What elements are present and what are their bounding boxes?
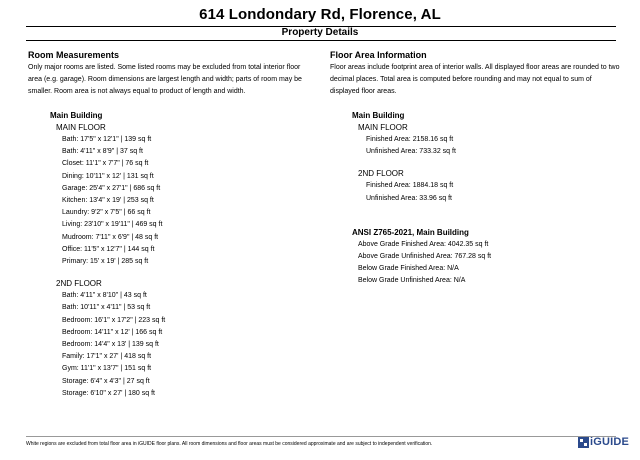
room-item: Bath: 4'11" x 8'9" | 37 sq ft	[62, 148, 143, 156]
iguide-logo	[578, 436, 629, 448]
floor-area-note: Floor areas include footprint area of interior walls. All displayed floor areas are rounded to two decimal places. Total area is computed before rounding and may not equal to sum of displayed floor areas.	[330, 64, 620, 95]
subtitle-rule	[26, 40, 616, 41]
room-item: Storage: 6'4" x 4'3" | 27 sq ft	[62, 377, 150, 385]
room-item: Office: 11'5" x 12'7" | 144 sq ft	[62, 245, 155, 253]
floor-area-section	[330, 50, 622, 288]
room-item: Mudroom: 7'11" x 6'9" | 48 sq ft	[62, 233, 159, 241]
room-item: Kitchen: 13'4" x 19' | 253 sq ft	[62, 197, 154, 205]
area-line: Unfinished Area: 733.32 sq ft	[366, 148, 456, 156]
page-title: 614 Londondary Rd, Florence, AL	[199, 6, 441, 23]
ansi-line: Below Grade Finished Area: N/A	[358, 265, 459, 273]
footer-disclaimer: White regions are excluded from total floor area in iGUIDE floor plans. All room dimensions and floor areas must be considered approximate and are subject to independent verification.	[26, 441, 433, 447]
room-measurements-note: Only major rooms are listed. Some listed rooms may be excluded from total interior floor area (e.g. garage). Room dimensions are largest length and width; parts of room may be smaller. Room area is not always equal to product of length and width.	[28, 64, 302, 95]
page-subtitle: Property Details	[281, 27, 359, 38]
floor-name: 2ND FLOOR	[56, 279, 102, 289]
room-item: Storage: 6'10" x 27' | 180 sq ft	[62, 389, 155, 397]
building-name: Main Building	[352, 111, 405, 120]
room-list-main-floor	[56, 134, 312, 268]
room-item: Family: 17'1" x 27' | 418 sq ft	[62, 353, 152, 361]
room-list-2nd-floor	[56, 290, 312, 400]
iguide-logo-icon	[578, 437, 589, 448]
floor-name: MAIN FLOOR	[56, 123, 106, 132]
room-item: Bedroom: 14'11" x 12' | 166 sq ft	[62, 328, 163, 336]
room-item: Bath: 4'11" x 8'10" | 43 sq ft	[62, 292, 147, 300]
room-item: Dining: 10'11" x 12' | 131 sq ft	[62, 172, 154, 180]
room-item: Living: 23'10" x 19'11" | 469 sq ft	[62, 221, 163, 229]
room-item: Primary: 15' x 19' | 285 sq ft	[62, 258, 149, 266]
room-item: Laundry: 9'2" x 7'5" | 66 sq ft	[62, 209, 151, 217]
room-item: Garage: 25'4" x 27'1" | 686 sq ft	[62, 184, 161, 192]
ansi-title: ANSI Z765-2021, Main Building	[352, 227, 469, 237]
room-item: Closet: 11'1" x 7'7" | 76 sq ft	[62, 160, 149, 168]
area-line: Unfinished Area: 33.96 sq ft	[366, 194, 452, 202]
ansi-line: Above Grade Finished Area: 4042.35 sq ft	[358, 240, 489, 248]
room-item: Bedroom: 16'1" x 17'2" | 223 sq ft	[62, 316, 166, 324]
building-name: Main Building	[50, 111, 103, 120]
room-item: Gym: 11'1" x 13'7" | 151 sq ft	[62, 365, 152, 373]
area-line: Finished Area: 2158.16 sq ft	[366, 136, 454, 143]
floor-name: MAIN FLOOR	[358, 123, 408, 132]
ansi-line: Above Grade Unfinished Area: 767.28 sq ft	[358, 253, 492, 261]
room-measurements-section	[28, 50, 312, 400]
room-item: Bath: 10'11" x 4'11" | 53 sq ft	[62, 304, 151, 312]
iguide-logo-text: iGUIDE	[590, 436, 630, 448]
room-item: Bath: 17'5" x 12'1" | 139 sq ft	[62, 136, 152, 143]
footer-rule	[26, 436, 616, 437]
area-line: Finished Area: 1884.18 sq ft	[366, 182, 454, 190]
floor-name: 2ND FLOOR	[358, 169, 404, 179]
room-measurements-title: Room Measurements	[28, 50, 120, 60]
floor-area-title: Floor Area Information	[330, 50, 427, 60]
ansi-line: Below Grade Unfinished Area: N/A	[358, 277, 466, 285]
room-item: Bedroom: 14'4" x 13' | 139 sq ft	[62, 341, 159, 349]
